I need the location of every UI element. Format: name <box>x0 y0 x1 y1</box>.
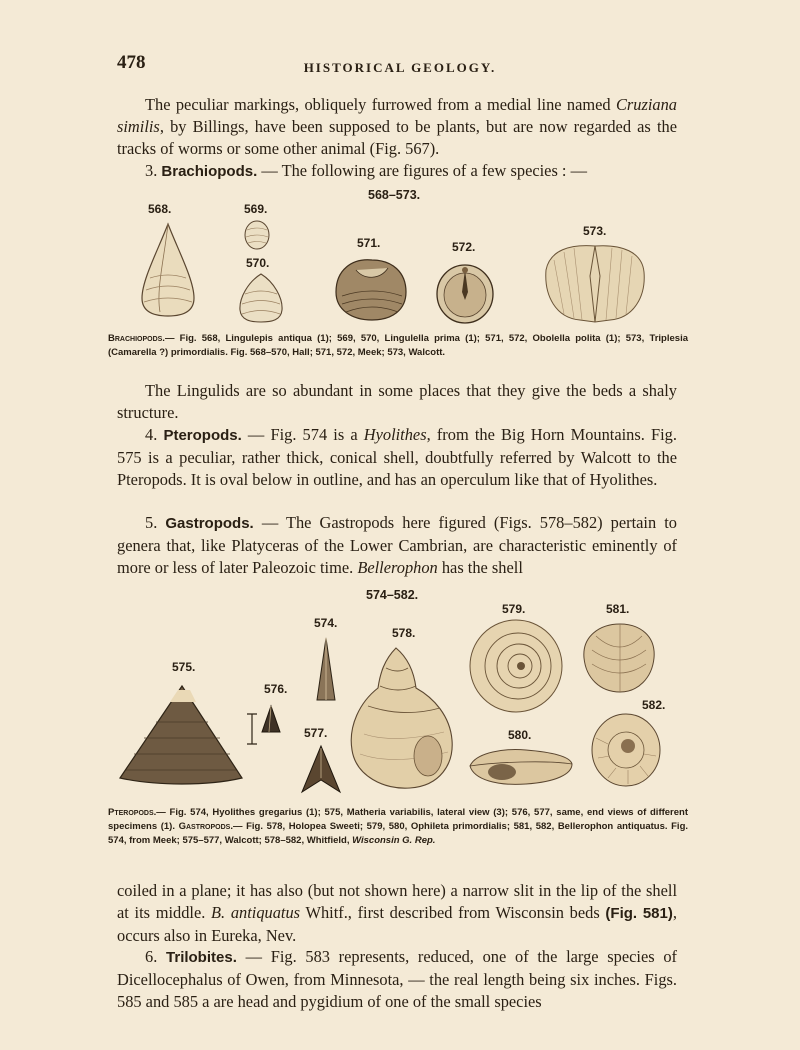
fig-reference-581: (Fig. 581) <box>605 905 673 922</box>
fig-label-582: 582. <box>642 698 666 712</box>
fossil-580-ophileta-side-illustration <box>466 744 576 790</box>
caption-text-pteropods: — Fig. 574, Hyolithes gregarius (1); 575, Matheria variabilis, lateral view (3); 576, 577, same, end views of different specimens (1). <box>108 807 688 832</box>
fig-label-574: 574. <box>314 616 338 630</box>
fig-label-571: 571. <box>357 236 381 250</box>
paragraph-lingulids <box>117 380 677 424</box>
para3-text: The Lingulids are so abundant in some places that they give the beds a shaly structure. <box>117 381 677 422</box>
taxon-bellerophon: Bellerophon <box>357 558 438 577</box>
para6-text-before: coiled in a plane; it has also (but not shown here) a narrow slit in the lip of the shell at its middle. <box>117 881 677 922</box>
fig-label-575: 575. <box>172 660 196 674</box>
para7-text: — Fig. 583 represents, reduced, one of the large species of Dicellocephalus of Owen, from Minnesota, — the real length being six inches. Figs. 585 and 585 a are head and pygidium of one of the small species <box>117 947 677 1011</box>
paragraph-cruziana <box>117 94 677 160</box>
section-heading-gastropods: Gastropods. <box>165 515 254 532</box>
page-number: 478 <box>117 52 146 73</box>
fossil-578-holopea-illustration <box>344 644 458 794</box>
fossil-581-bellerophon-illustration <box>578 620 660 696</box>
fig-label-580: 580. <box>508 728 532 742</box>
caption-text: — Fig. 568, Lingulepis antiqua (1); 569, 570, Lingulella prima (1); 571, 572, Obolella polita (1); 573, Triplesia (Camarella ?) primordialis. Fig. 568–570, Hall; 571, 572, Meek; 573, Walcott. <box>108 333 688 358</box>
paragraph-bellerophon <box>117 880 677 947</box>
para1-text: The peculiar markings, obliquely furrowed from a medial line named Cruziana similis, by Billings, have been supposed to be plants, but are now regarded as the tracks of worms or some other animal (Fig. 567). <box>117 95 677 158</box>
fossil-577-end-view-illustration <box>300 744 342 796</box>
paragraph-brachiopods-intro <box>117 160 677 183</box>
para6-text-mid: Whitf., first described from Wisconsin beds <box>305 903 600 922</box>
fossil-571-obolella-illustration <box>332 256 410 322</box>
section-number: 5. <box>145 513 158 532</box>
running-title: HISTORICAL GEOLOGY. <box>303 60 497 75</box>
caption-source-italic: Wisconsin G. Rep. <box>352 835 436 846</box>
fig-label-572: 572. <box>452 240 476 254</box>
fossil-576-end-view-illustration <box>260 704 282 734</box>
section-heading-trilobites: Trilobites. <box>166 949 237 966</box>
caption-pteropods-gastropods <box>108 806 688 848</box>
fig-label-577: 577. <box>304 726 328 740</box>
taxon-cruziana-similis: Cruziana similis <box>117 95 677 136</box>
fig-label-568: 568. <box>148 202 172 216</box>
section-number: 3. <box>145 161 158 180</box>
fossil-572-obolella-interior-illustration <box>434 262 496 326</box>
taxon-hyolithes: Hyolithes <box>363 425 427 444</box>
taxon-b-antiquatus: B. antiquatus <box>211 903 301 922</box>
paragraph-pteropods <box>117 424 677 491</box>
fig-label-581: 581. <box>606 602 630 616</box>
fig-label-578: 578. <box>392 626 416 640</box>
caption-brachiopods <box>108 332 688 360</box>
para2-text: — The following are figures of a few species : — <box>261 161 587 180</box>
fossil-575-matheria-illustration <box>116 682 246 786</box>
para5-text-before: — The Gastropods here figured (Figs. 578–582) pertain to genera that, like Platyceras of the Lower Cambrian, are characteristic eminently of more or less of later Paleozoic time. <box>117 513 677 577</box>
fossil-573-triplesia-illustration <box>540 240 650 324</box>
scale-bar-icon <box>244 712 260 746</box>
fig-label-569: 569. <box>244 202 268 216</box>
fig-label-579: 579. <box>502 602 526 616</box>
fossil-570-lingulella-illustration <box>236 272 286 324</box>
fossil-582-bellerophon-side-illustration <box>588 708 662 788</box>
para4-text-before: — Fig. 574 is a <box>247 425 358 444</box>
plate-title-568-573: 568–573. <box>368 188 421 202</box>
para4-text-after: , from the Big Horn Mountains. Fig. 575 is a peculiar, rather thick, conical shell, doubtfully referred by Walcott to the Pteropods. It is oval below in outline, and has an operculum like that of Hyolithes. <box>117 425 677 489</box>
fig-label-576: 576. <box>264 682 288 696</box>
plate-title-574-582: 574–582. <box>366 588 419 602</box>
fig-label-570: 570. <box>246 256 270 270</box>
fig-label-573: 573. <box>583 224 607 238</box>
section-heading-pteropods: Pteropods. <box>163 427 242 444</box>
section-number: 4. <box>145 425 158 444</box>
fossil-574-hyolithes-illustration <box>314 636 338 704</box>
section-number: 6. <box>145 947 158 966</box>
caption-lead-gastropods: Gastropods. <box>178 821 233 832</box>
caption-lead: Brachiopods. <box>108 333 165 344</box>
fossil-579-ophileta-illustration <box>466 616 566 716</box>
paragraph-gastropods <box>117 512 677 579</box>
section-heading-brachiopods: Brachiopods. <box>161 163 258 180</box>
para5-text-after: has the shell <box>441 558 523 577</box>
fossil-569-lingulella-small-illustration <box>242 218 272 252</box>
paragraph-trilobites <box>117 946 677 1013</box>
caption-lead-pteropods: Pteropods. <box>108 807 157 818</box>
caption-text-gastropods: — Fig. 578, Holopea Sweeti; 579, 580, Ophileta primordialis; 581, 582, Bellerophon antiquatus. Fig. 574, from Meek; 575–577, Walcott; 578–582, Whitfield, <box>108 821 689 846</box>
para6-text-after: , occurs also in Eureka, Nev. <box>117 903 677 945</box>
fossil-568-lingulepis-illustration <box>136 220 200 318</box>
